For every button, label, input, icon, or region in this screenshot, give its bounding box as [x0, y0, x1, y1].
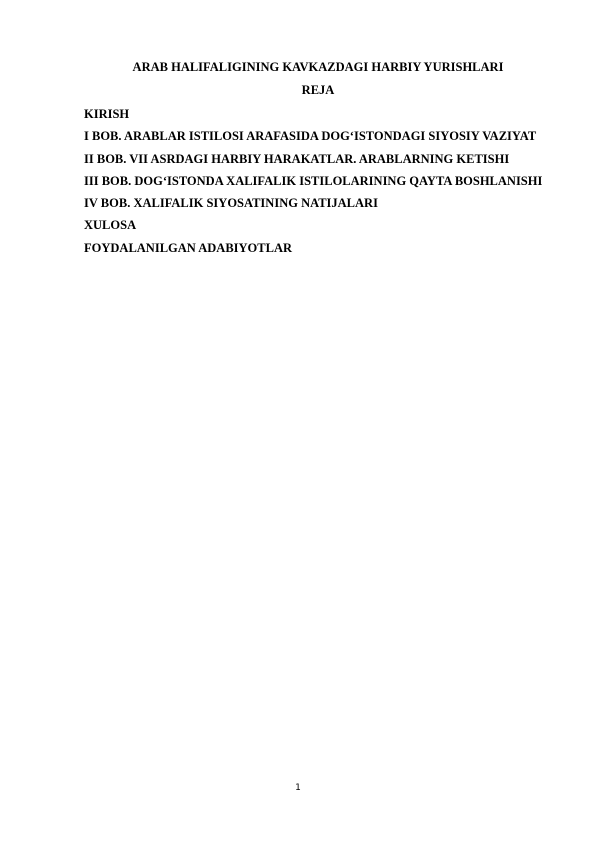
- plan-heading: REJA: [301, 83, 335, 97]
- page-number: 1: [295, 783, 301, 793]
- toc-item-references: FOYDALANILGAN ADABIYOTLAR: [84, 240, 293, 255]
- toc-item-chapter-2: II BOB. VII ASRDAGI HARBIY HARAKATLAR. ARABLARNING KETISHI: [84, 151, 510, 166]
- table-of-contents: [84, 105, 552, 261]
- toc-item-chapter-4: IV BOB. XALIFALIK SIYOSATINING NATIJALARI: [84, 196, 378, 211]
- toc-item-conclusion: XULOSA: [84, 218, 137, 233]
- toc-item-chapter-3: III BOB. DOG‘ISTONDA XALIFALIK ISTILOLARINING QAYTA BOSHLANISHI: [84, 173, 543, 188]
- toc-item-chapter-1: I BOB. ARABLAR ISTILOSI ARAFASIDA DOG‘ISTONDAGI SIYOSIY VAZIYAT: [84, 129, 537, 144]
- toc-item-introduction: KIRISH: [84, 107, 130, 121]
- document-title: ARAB HALIFALIGINING KAVKAZDAGI HARBIY YURISHLARI: [132, 60, 504, 74]
